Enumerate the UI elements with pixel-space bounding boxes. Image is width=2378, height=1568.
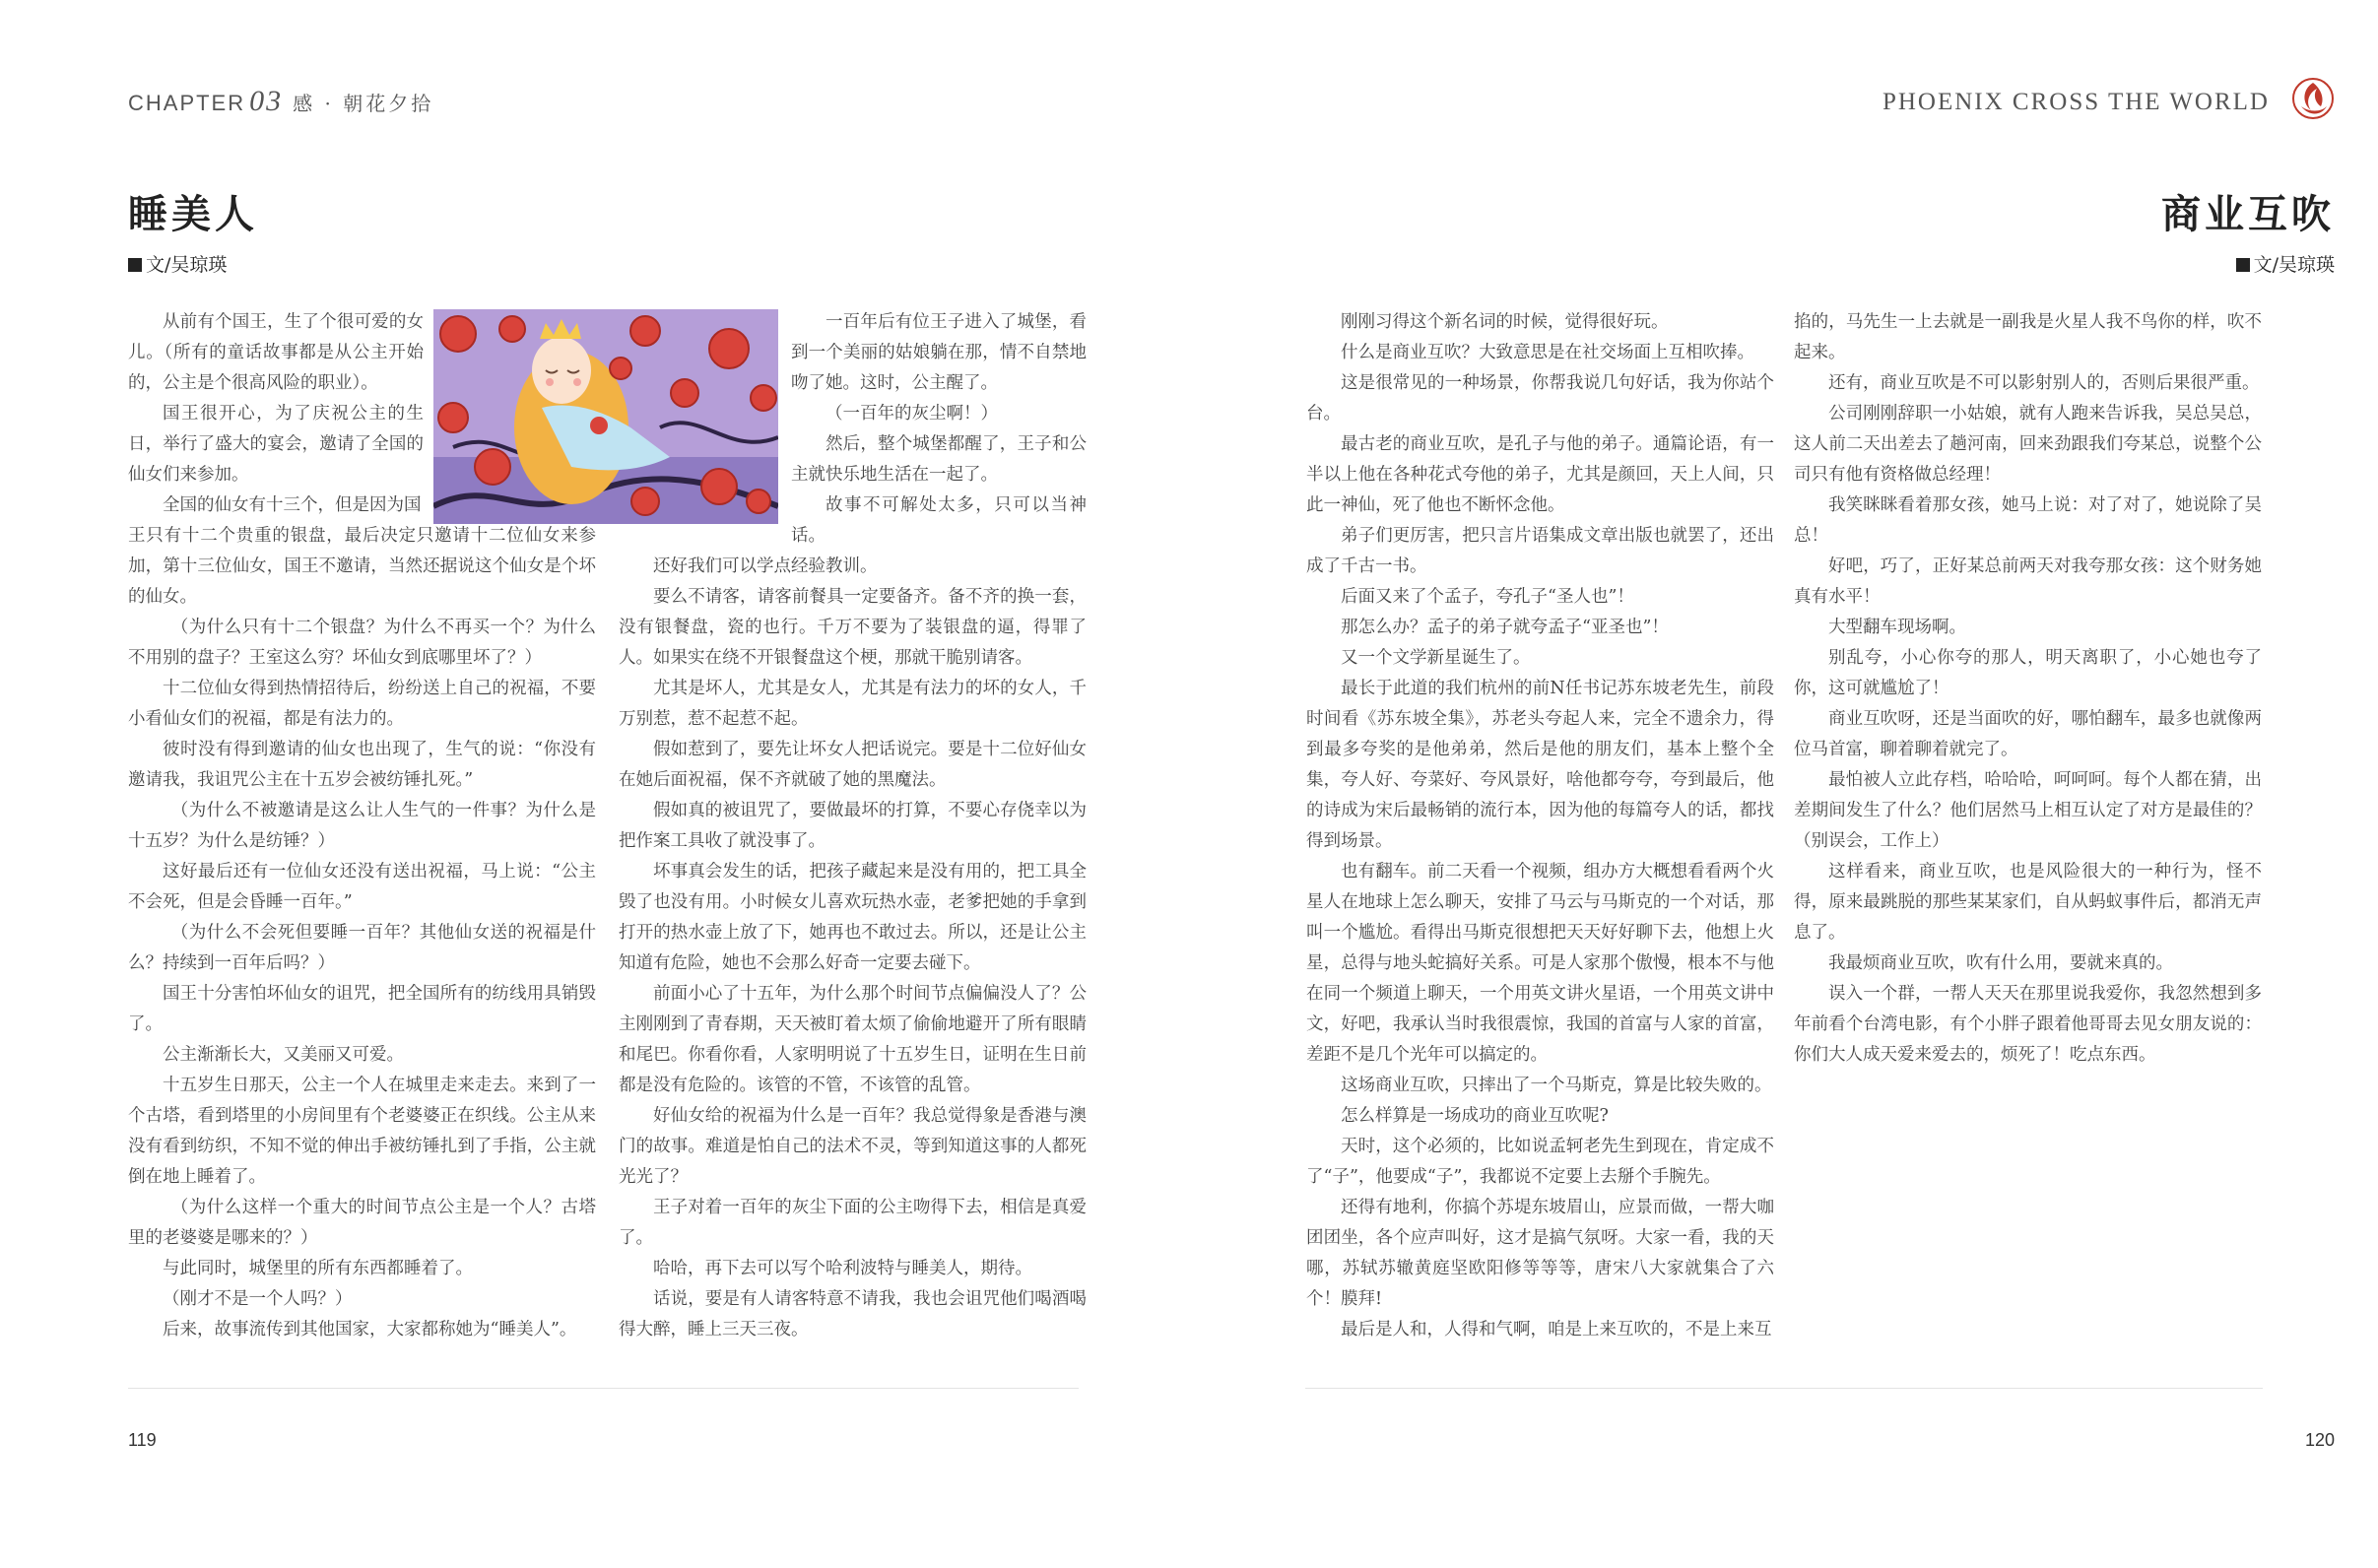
paragraph: 还好我们可以学点经验教训。 [653,556,878,576]
paragraph: 公主渐渐长大，又美丽又可爱。 [163,1045,404,1065]
paragraph: 一百年后有位王子进入了城堡，看到一个美丽的姑娘躺在那，情不自禁地吻了她。这时，公主醒了。 [791,312,1087,393]
right-column-2 [1794,307,2262,1071]
paragraph: 也有翻车。前二天看一个视频，组办方大概想看看两个火星人在地球上怎么聊天，安排了马云与马斯克的一个对话，那叫一个尴尬。看得出马斯克很想把天天好好聊下去，他想上火星，总得与地头蛇搞好关系。可是人家那个傲慢，根本不与他在同一个频道上聊天，一个用英文讲火星语，一个用英文讲中文，好吧，我承认当时我很震惊，我国的首富与人家的首富，差距不是几个光年可以搞定的。 [1306,862,1774,1065]
byline-text: 文/吴琼瑛 [146,254,228,276]
paragraph: 与此同时，城堡里的所有东西都睡着了。 [163,1259,473,1278]
paragraph: 坏事真会发生的话，把孩子藏起来是没有用的，把工具全毁了也没有用。小时候女儿喜欢玩热水壶，老爹把她的手拿到打开的热水壶上放了下，她再也不敢过去。所以，还是让公主知道有危险，她也不会那么好奇一定要去碰下。 [619,862,1087,973]
paragraph: 别乱夸，小心你夸的那人，明天离职了，小心她也夸了你，这可就尴尬了！ [1794,648,2262,698]
paragraph: （为什么只有十二个银盘？为什么不再买一个？为什么不用别的盘子？王室这么穷？坏仙女到底哪里坏了？） [128,618,596,668]
paragraph: 我笑眯眯看着那女孩，她马上说：对了对了，她说除了吴总！ [1794,495,2262,546]
paragraph: 那怎么办？孟子的弟子就夸孟子“亚圣也”！ [1341,618,1669,637]
byline-right [2236,250,2335,277]
byline-square-icon [2236,258,2250,272]
paragraph: 全国的仙女有十三个，但是因为国 [163,495,422,515]
paragraph: 尤其是坏人，尤其是女人，尤其是有法力的坏的女人，千万别惹，惹不起惹不起。 [619,679,1087,729]
paragraph: 最怕被人立此存档，哈哈哈，呵呵呵。每个人都在猜，出差期间发生了什么？他们居然马上相互认定了对方是最佳的？（别误会，工作上） [1794,770,2262,851]
paragraph: 最后是人和，人得和气啊，咱是上来互吹的，不是上来互 [1341,1320,1772,1339]
chapter-word: CHAPTER [128,91,246,115]
article-title-right: 商业互吹 [2161,191,2335,237]
chapter-number: 03 [249,85,284,117]
footer-divider [1305,1388,2263,1389]
paragraph: 最长于此道的我们杭州的前N任书记苏东坡老先生，前段时间看《苏东坡全集》，苏老头夸起人来，完全不遗余力，得到最多夸奖的是他弟弟，然后是他的朋友们，基本上整个全集，夸人好、夸菜好、夸风景好，啥他都夸夸，夸到最后，他的诗成为宋后最畅销的流行本，因为他的每篇夸人的话，都找得到场景。 [1306,679,1774,851]
paragraph: 好仙女给的祝福为什么是一百年？我总觉得象是香港与澳门的故事。难道是怕自己的法术不灵，等到知道这事的人都死光光了？ [619,1106,1087,1187]
paragraph: 话说，要是有人请客特意不请我，我也会诅咒他们喝酒喝得大醉，睡上三天三夜。 [619,1289,1087,1339]
right-page [1189,0,2378,1568]
paragraph: 弟子们更厉害，把只言片语集成文章出版也就罢了，还出成了千古一书。 [1306,526,1774,576]
paragraph: 这场商业互吹，只摔出了一个马斯克，算是比较失败的。 [1341,1076,1772,1095]
paragraph: 掐的，马先生一上去就是一副我是火星人我不鸟你的样，吹不起来。 [1794,312,2262,362]
paragraph: 后来，故事流传到其他国家，大家都称她为“睡美人”。 [163,1320,577,1339]
paragraph: 后面又来了个孟子，夸孔子“圣人也”！ [1341,587,1634,607]
paragraph: 商业互吹呀，还是当面吹的好，哪怕翻车，最多也就像两位马首富，聊着聊着就完了。 [1794,709,2262,759]
paragraph: （为什么不被邀请是这么让人生气的一件事？为什么是十五岁？为什么是纺锤？） [128,801,596,851]
left-col1-wrapped-text [128,307,424,521]
paragraph: 又一个文学新星诞生了。 [1341,648,1531,668]
paragraph: 十二位仙女得到热情招待后，纷纷送上自己的祝福，不要小看仙女们的祝福，都是有法力的。 [128,679,596,729]
paragraph: 还得有地利，你搞个苏堤东坡眉山，应景而做，一帮大咖团团坐，各个应声叫好，这才是搞气氛呀。大家一看，我的天哪，苏轼苏辙黄庭坚欧阳修等等等，唐宋八大家就集合了六个！膜拜! [1306,1198,1774,1309]
paragraph: （刚才不是一个人吗？） [163,1289,353,1309]
paragraph: （为什么不会死但要睡一百年？其他仙女送的祝福是什么？持续到一百年后吗？） [128,923,596,973]
left-col2-wrapped-text [791,307,1087,552]
paragraph: 王只有十二个贵重的银盘，最后决定只邀请十二位仙女来参加，第十三位仙女，国王不邀请，当然还据说这个仙女是个坏的仙女。 [128,526,596,607]
byline-left [128,250,227,277]
paragraph: 这好最后还有一位仙女还没有送出祝福，马上说：“公主不会死，但是会昏睡一百年。” [128,862,596,912]
page-number-right: 120 [2304,1430,2335,1450]
paragraph: 国王十分害怕坏仙女的诅咒，把全国所有的纺线用具销毁了。 [128,984,596,1034]
paragraph: 假如真的被诅咒了，要做最坏的打算，不要心存侥幸以为把作案工具收了就没事了。 [619,801,1087,851]
paragraph: 彼时没有得到邀请的仙女也出现了，生气的说：“你没有邀请我，我诅咒公主在十五岁会被纺锤扎死。” [128,740,596,790]
paragraph: 故事不可解处太多，只可以当神话。 [791,495,1087,546]
byline-square-icon [128,258,142,272]
paragraph: 什么是商业互吹？大致意思是在社交场面上互相吹捧。 [1341,343,1754,362]
paragraph: 最古老的商业互吹，是孔子与他的弟子。通篇论语，有一半以上他在各种花式夸他的弟子，尤其是颜回，天上人间，只此一神仙，死了他也不断怀念他。 [1306,434,1774,515]
footer-divider [128,1388,1079,1389]
paragraph: 还有，商业互吹是不可以影射别人的，否则后果很严重。 [1828,373,2260,393]
paragraph: 公司刚刚辞职一小姑娘，就有人跑来告诉我，吴总吴总，这人前二天出差去了趟河南，回来劲跟我们夸某总，说整个公司只有他有资格做总经理！ [1794,404,2262,485]
phoenix-logo-icon [2291,77,2335,120]
paragraph: 前面小心了十五年，为什么那个时间节点偏偏没人了？公主刚刚到了青春期，天天被盯着太烦了偷偷地避开了所有眼睛和尾巴。你看你看，人家明明说了十五岁生日，证明在生日前都是没有危险的。该管的不管，不该管的乱管。 [619,984,1087,1095]
paragraph: 刚刚习得这个新名词的时候，觉得很好玩。 [1341,312,1669,332]
paragraph: 怎么样算是一场成功的商业互吹呢? [1341,1106,1609,1126]
book-running-head: PHOENIX CROSS THE WORLD [1882,89,2270,115]
paragraph: 十五岁生日那天，公主一个人在城里走来走去。来到了一个古塔，看到塔里的小房间里有个老婆婆正在织线。公主从来没有看到纺织，不知不觉的伸出手被纺锤扎到了手指，公主就倒在地上睡着了。 [128,1076,596,1187]
paragraph: 这样看来，商业互吹，也是风险很大的一种行为，怪不得，原来最跳脱的那些某某家们，自从蚂蚁事件后，都消无声息了。 [1794,862,2262,943]
paragraph: 好吧，巧了，正好某总前两天对我夸那女孩：这个财务她真有水平！ [1794,556,2262,607]
paragraph: 国王很开心，为了庆祝公主的生日，举行了盛大的宴会，邀请了全国的仙女们来参加。 [128,404,424,485]
left-column-2 [619,307,1087,1345]
paragraph: 要么不请客，请客前餐具一定要备齐。备不齐的换一套，没有银餐盘，瓷的也行。千万不要为了装银盘的逼，得罪了人。如果实在绕不开银餐盘这个梗，那就干脆别请客。 [619,587,1087,668]
paragraph: 天时，这个必须的，比如说孟轲老先生到现在，肯定成不了“子”，他要成“子”，我都说不定要上去掰个手腕先。 [1306,1137,1774,1187]
chapter-title: 感 · 朝花夕拾 [293,92,434,115]
paragraph: 我最烦商业互吹，吹有什么用，要就来真的。 [1828,953,2173,973]
article-title-left: 睡美人 [128,191,258,237]
right-column-1 [1306,307,1774,1345]
chapter-running-head [128,85,433,118]
paragraph: 误入一个群，一帮人天天在那里说我爱你，我忽然想到多年前看个台湾电影，有个小胖子跟着他哥哥去见女朋友说的：你们大人成天爱来爱去的，烦死了！吃点东西。 [1794,984,2262,1065]
paragraph: 大型翻车现场啊。 [1828,618,1966,637]
paragraph: 假如惹到了，要先让坏女人把话说完。要是十二位好仙女在她后面祝福，保不齐就破了她的黑魔法。 [619,740,1087,790]
paragraph: 然后，整个城堡都醒了，王子和公主就快乐地生活在一起了。 [791,434,1087,485]
paragraph: 王子对着一百年的灰尘下面的公主吻得下去，相信是真爱了。 [619,1198,1087,1248]
page-number-left: 119 [128,1430,157,1450]
byline-text: 文/吴琼瑛 [2253,254,2335,276]
paragraph: （一百年的灰尘啊！） [826,404,998,424]
paragraph: 从前有个国王，生了个很可爱的女儿。（所有的童话故事都是从公主开始的，公主是个很高风险的职业）。 [128,312,424,393]
paragraph: 哈哈，再下去可以写个哈利波特与睡美人，期待。 [653,1259,1032,1278]
paragraph: 这是很常见的一种场景，你帮我说几句好话，我为你站个台。 [1306,373,1774,424]
paragraph: （为什么这样一个重大的时间节点公主是一个人？古塔里的老婆婆是哪来的？） [128,1198,596,1248]
